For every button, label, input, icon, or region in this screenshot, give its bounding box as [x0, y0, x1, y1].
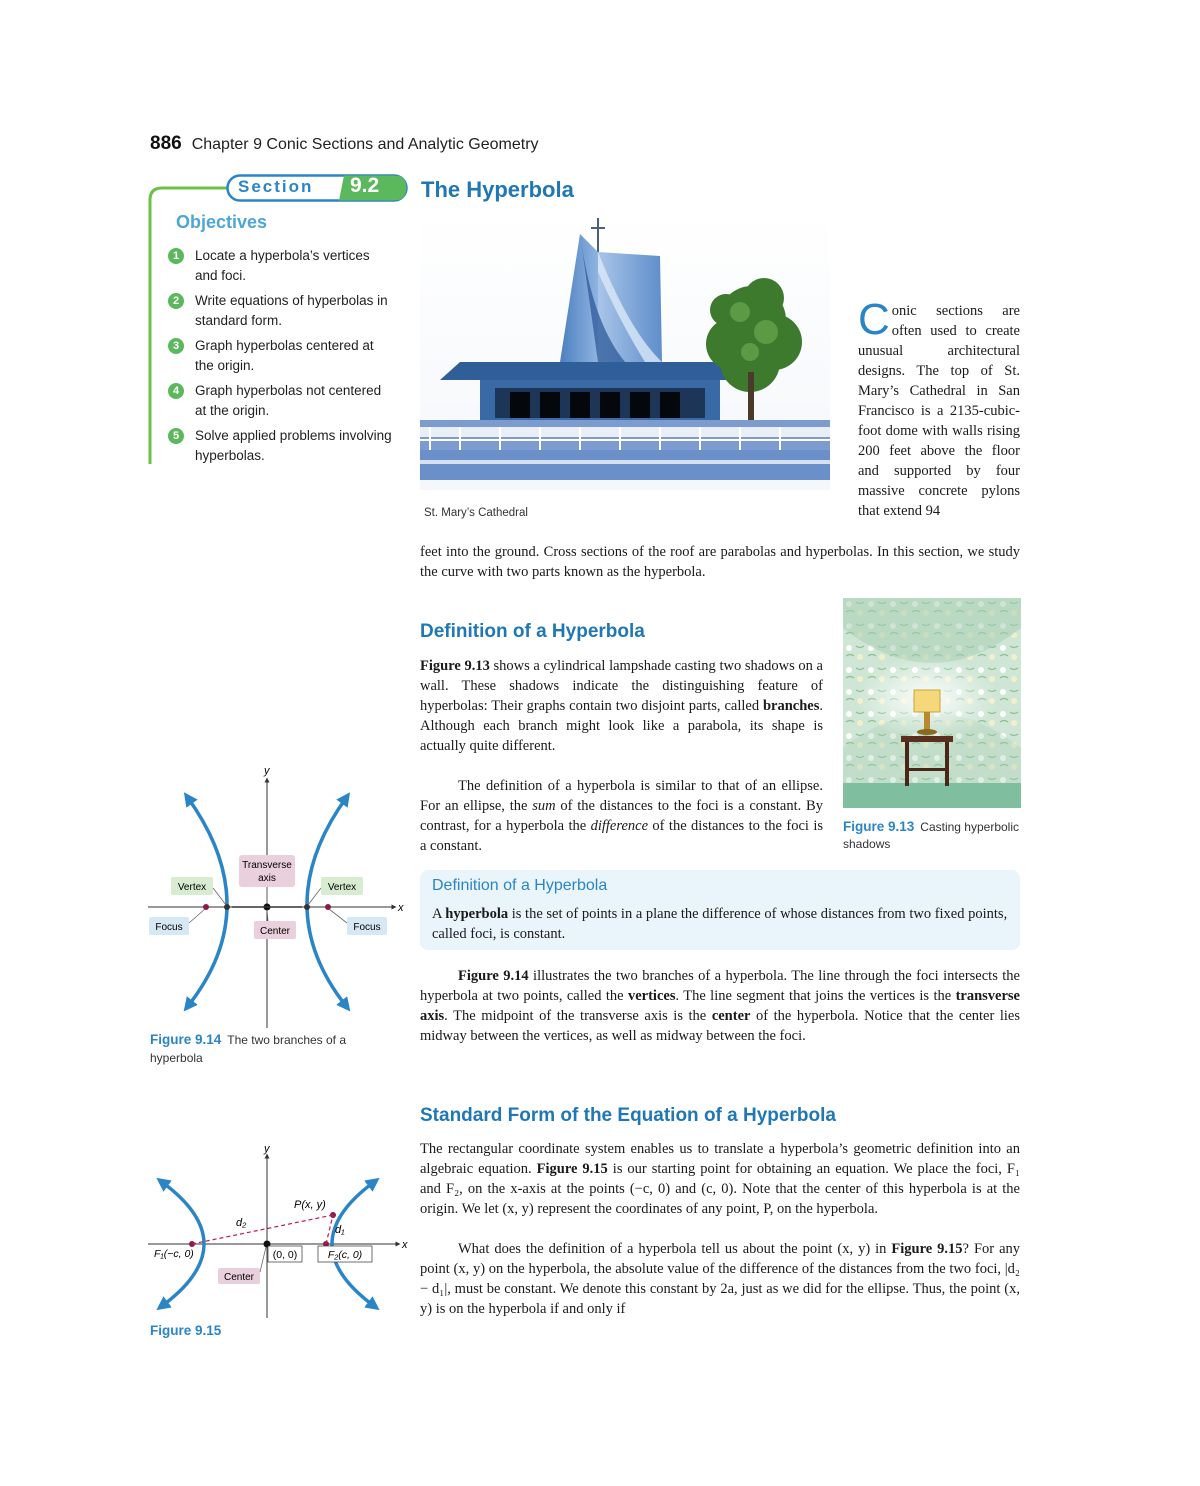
figure-914-paragraph [420, 966, 1020, 1046]
term-branches: branches [762, 698, 820, 714]
figure-ref: Figure 9.14 [458, 968, 529, 984]
text-run: The rectangular coordinate system enables us to translate a hyperbola’s geometric definition into an algebraic equation. [420, 1141, 1020, 1177]
drop-cap: C [858, 295, 890, 344]
definition-paragraph-1 [420, 656, 823, 756]
right-branch [307, 798, 346, 1006]
text-run: A [432, 906, 446, 922]
figure-ref: Figure 9.15 [891, 1241, 963, 1257]
objective-item [168, 246, 393, 286]
running-header [150, 133, 539, 155]
page-number: 886 [150, 133, 182, 154]
objective-text: Locate a hyperbola’s vertices and foci. [195, 248, 370, 283]
intro-paragraph-side [858, 295, 1020, 521]
text-run: is our starting point for obtaining an equation. We place the foci, F₁ and F₂, on the x-axis at the points (−c, 0) and (c, 0). Note that the center of this hyperbola is at the origin. We let (x, y) represent the coordinates of any point, P, on the hyperbola. [420, 1161, 1020, 1217]
objective-number: 5 [168, 428, 184, 444]
term-difference: difference [590, 818, 649, 834]
definition-heading: Definition of a Hyperbola [420, 621, 645, 642]
objective-number: 3 [168, 338, 184, 354]
focus-point-right [325, 904, 331, 910]
text-run: illustrates the two branches of a hyperbola. The line through the foci intersects the hyperbola at two points, called the [420, 968, 1020, 1004]
figure-label: Figure 9.14 [150, 1032, 222, 1047]
figure-ref: Figure 9.13 [420, 658, 490, 674]
objective-item [168, 426, 393, 466]
text-run: . Although each branch might look like a parabola, its shape is actually quite different. [420, 698, 823, 754]
text-run: of the distances to the foci is a constant. [420, 818, 824, 854]
cathedral-photo [420, 212, 830, 490]
text-run: of the distances to the foci is a constant. By contrast, for a hyperbola the [420, 798, 823, 834]
intro-paragraph-continued: feet into the ground. Cross sections of the roof are parabolas and hyperbolas. In this section, we study the curve with two parts known as the hyperbola. [420, 544, 1020, 580]
text-run: . The line segment that joins the vertices is the [675, 988, 956, 1004]
objective-number: 4 [168, 383, 184, 399]
figure-ref: Figure 9.15 [536, 1161, 608, 1177]
figure-caption-text: The two branches of a hyperbola [150, 1033, 347, 1065]
term-center: center [711, 1008, 751, 1024]
definition-box-title: Definition of a Hyperbola [432, 877, 608, 894]
objective-number: 1 [168, 248, 184, 264]
y-axis-label: y [264, 765, 270, 777]
origin-label: (0, 0) [272, 1249, 298, 1261]
figure-label: Figure 9.15 [150, 1323, 222, 1338]
definition-paragraph-2 [420, 776, 823, 856]
section-title: The Hyperbola [421, 177, 574, 202]
standard-form-paragraph-1 [420, 1139, 1020, 1219]
figure-caption-text: Casting hyperbolic shadows [843, 820, 1019, 851]
focus-label-left: Focus [155, 922, 183, 933]
text-run: What does the definition of a hyperbola tell us about the point (x, y) in [458, 1241, 892, 1257]
objective-text: Write equations of hyperbolas in standard form. [195, 293, 388, 328]
text-run: of the hyperbola. Notice that the center lies midway between the vertices, as well as midway between the foci. [420, 1008, 1020, 1044]
transverse-label-2: axis [258, 873, 276, 884]
d1-label: d₁ [335, 1224, 345, 1236]
figure-915-caption [150, 1323, 227, 1338]
objective-item [168, 336, 393, 376]
x-axis-label: x [402, 1239, 408, 1251]
f2-label: F₂(c, 0) [327, 1249, 363, 1261]
term-transverse-axis: transverse axis [420, 988, 1020, 1024]
objective-text: Graph hyperbolas centered at the origin. [195, 338, 374, 373]
d2-label: d₂ [236, 1217, 247, 1229]
vertex-label-left: Vertex [177, 882, 207, 893]
figure-914-diagram [148, 760, 408, 1030]
left-branch [188, 798, 227, 1006]
objectives-title: Objectives [176, 212, 268, 232]
section-word: Section [238, 177, 314, 196]
text-run: . The midpoint of the transverse axis is the [444, 1008, 712, 1024]
cathedral-caption: St. Mary’s Cathedral [424, 507, 528, 519]
text-run: shows a cylindrical lampshade casting two shadows on a wall. These shadows indicate the distinguishing feature of hyperbolas: Their graphs contain two disjoint parts, called [420, 658, 823, 714]
chapter-title: Chapter 9 Conic Sections and Analytic Geometry [191, 136, 539, 153]
y-axis-label: y [264, 1143, 270, 1155]
point-p-label: P(x, y) [294, 1199, 326, 1211]
objective-text: Solve applied problems involving hyperbolas. [195, 428, 392, 463]
transverse-label-1: Transverse [242, 860, 292, 871]
center-label: Center [259, 926, 291, 937]
text-run: is the set of points in a plane the difference of whose distances from two fixed points, called foci, is constant. [432, 906, 1008, 942]
figure-915-diagram [148, 1140, 413, 1320]
vertex-point-left [224, 904, 230, 910]
text-run: ? For any point (x, y) on the hyperbola, the absolute value of the difference of the distances from the two foci, |d₂ − d₁|, must be constant. We denote this constant by 2a, just as we did for the ellipse. Thus, the point (x, y) is on the hyperbola if and only if [420, 1241, 1021, 1317]
intro-text-side: onic sections are often used to create unusual architectural designs. The top of St. Mary’s Cathedral in San Francisco is a 2135-cubic-foot dome with walls rising 200 feet above the floor and supported by four massive concrete pylons that extend 94 [858, 303, 1020, 519]
figure-label: Figure 9.13 [843, 819, 915, 834]
term-vertices: vertices [627, 988, 676, 1004]
vertex-point-right [304, 904, 310, 910]
lamp-figure-caption [843, 818, 1021, 853]
term-hyperbola: hyperbola [445, 906, 509, 922]
objective-item [168, 381, 393, 421]
x-axis-label: x [398, 902, 404, 914]
focus-label-right: Focus [353, 922, 381, 933]
standard-form-heading: Standard Form of the Equation of a Hyperbola [420, 1105, 836, 1126]
text-run: The definition of a hyperbola is similar to that of an ellipse. For an ellipse, the [420, 778, 823, 814]
lamp-shadow-figure [843, 598, 1021, 808]
vertex-label-right: Vertex [327, 882, 357, 893]
definition-box-text [432, 904, 1012, 944]
figure-914-caption [150, 1031, 390, 1067]
section-number: 9.2 [350, 174, 380, 197]
f1-label: F₁(−c, 0) [154, 1248, 194, 1260]
distance-d2 [192, 1215, 333, 1244]
objective-number: 2 [168, 293, 184, 309]
center-label: Center [223, 1272, 255, 1283]
standard-form-paragraph-2 [420, 1239, 1020, 1319]
objective-item [168, 291, 393, 331]
objective-text: Graph hyperbolas not centered at the origin. [195, 383, 382, 418]
focus-point-left [203, 904, 209, 910]
term-sum: sum [532, 798, 556, 814]
